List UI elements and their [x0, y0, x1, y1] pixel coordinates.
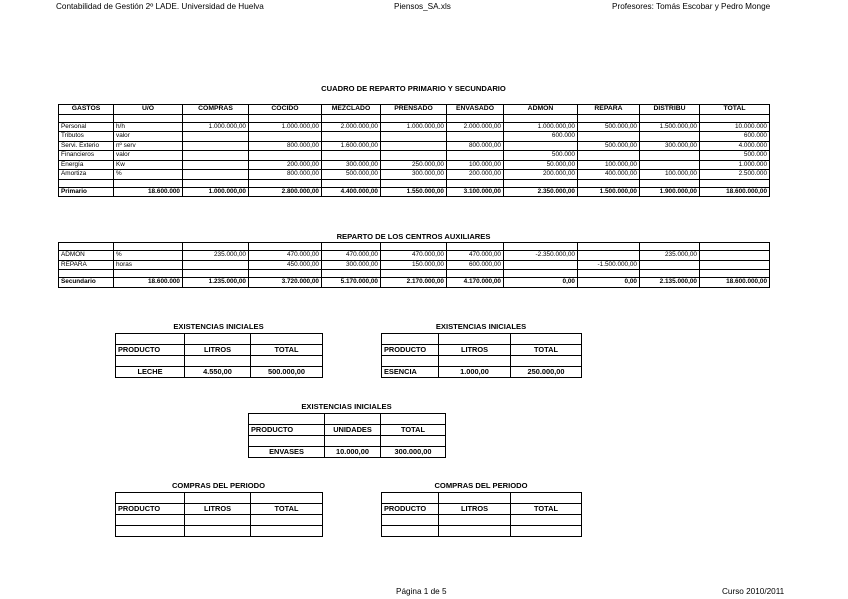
table-cell: 2.135.000,00: [640, 278, 700, 288]
table-cell: 500.000,00: [322, 170, 381, 180]
table-cell: 500.000,00: [578, 122, 640, 132]
table-cell: [640, 132, 700, 142]
table-row: [59, 151, 770, 161]
table-cell: 500.000,00: [578, 141, 640, 151]
table-cell: [59, 179, 114, 187]
table-cell: 1.550.000,00: [381, 187, 447, 197]
table-cell: [439, 526, 511, 537]
table-cell: 3.100.000,00: [447, 187, 504, 197]
table-row: [382, 367, 582, 378]
total-row: [59, 278, 770, 288]
table-cell: [504, 260, 578, 270]
table-cell: [382, 493, 439, 504]
table-cell: [59, 114, 114, 122]
inventory-milk-table: [115, 333, 323, 378]
spacer-row: [249, 436, 446, 447]
table-cell: [511, 334, 582, 345]
table-cell: 0,00: [578, 278, 640, 288]
table-cell: 450.000,00: [249, 260, 322, 270]
spacer-row: [116, 515, 323, 526]
table-cell: [381, 436, 446, 447]
table-cell: 500.000: [504, 151, 578, 161]
table-cell: [116, 515, 185, 526]
table-cell: [447, 179, 504, 187]
spacer-row: [116, 356, 323, 367]
table-cell: Amortiza: [59, 170, 114, 180]
table-cell: 1.500.000,00: [640, 122, 700, 132]
table-cell: [578, 114, 640, 122]
table-cell: [381, 132, 447, 142]
table-cell: 2.170.000,00: [381, 278, 447, 288]
table-cell: [447, 270, 504, 278]
table-cell: [183, 260, 249, 270]
table-cell: 18.600.000: [114, 278, 183, 288]
table-cell: [511, 356, 582, 367]
table-cell: [249, 151, 322, 161]
table-cell: 250.000,00: [381, 160, 447, 170]
spacer-row: [59, 270, 770, 278]
table-cell: [504, 179, 578, 187]
table-cell: TOTAL: [511, 345, 582, 356]
table-cell: 3.720.000,00: [249, 278, 322, 288]
inventory-packaging-title: EXISTENCIAS INICIALES: [301, 402, 392, 411]
table-cell: 800.000,00: [249, 170, 322, 180]
purchases-right-title: COMPRAS DEL PERIODO: [434, 481, 528, 490]
table-cell: 1.000,00: [439, 367, 511, 378]
table-cell: 300.000,00: [322, 160, 381, 170]
primary-title: CUADRO DE REPARTO PRIMARIO Y SECUNDARIO: [321, 84, 506, 93]
table-cell: DISTRIBU: [640, 105, 700, 115]
table-cell: Kw: [114, 160, 183, 170]
table-cell: REPARA: [578, 105, 640, 115]
table-cell: 18.600.000: [114, 187, 183, 197]
header-right: Profesores: Tomás Escobar y Pedro Monge: [612, 2, 771, 11]
table-row: [249, 447, 446, 458]
table-cell: 300.000,00: [381, 447, 446, 458]
table-cell: 2.000.000,00: [447, 122, 504, 132]
table-cell: PRODUCTO: [382, 504, 439, 515]
table-cell: 18.600.000,00: [700, 278, 770, 288]
table-cell: TOTAL: [511, 504, 582, 515]
table-cell: 400.000,00: [578, 170, 640, 180]
table-cell: valor: [114, 151, 183, 161]
table-cell: -2.350.000,00: [504, 251, 578, 261]
purchases-left-table: [115, 492, 323, 537]
table-cell: [322, 243, 381, 251]
table-cell: 100.000,00: [447, 160, 504, 170]
table-cell: [322, 114, 381, 122]
table-cell: 4.400.000,00: [322, 187, 381, 197]
table-cell: Energía: [59, 160, 114, 170]
table-cell: 1.000.000,00: [183, 187, 249, 197]
table-cell: [185, 493, 251, 504]
table-cell: horas: [114, 260, 183, 270]
table-cell: 1.000.000,00: [504, 122, 578, 132]
table-cell: 2.500.000: [700, 170, 770, 180]
table-cell: [381, 243, 447, 251]
table-cell: [59, 243, 114, 251]
table-cell: [640, 151, 700, 161]
table-cell: [381, 179, 447, 187]
table-cell: [439, 356, 511, 367]
table-cell: LITROS: [439, 504, 511, 515]
table-cell: -1.500.000,00: [578, 260, 640, 270]
table-cell: [251, 515, 323, 526]
table-cell: 250.000,00: [511, 367, 582, 378]
table-cell: [447, 243, 504, 251]
table-cell: PRODUCTO: [116, 504, 185, 515]
header-row: [249, 425, 446, 436]
spacer-row: [59, 179, 770, 187]
header-row: [382, 345, 582, 356]
table-cell: [381, 114, 447, 122]
table-cell: [381, 151, 447, 161]
spacer-row: [382, 356, 582, 367]
table-cell: [116, 493, 185, 504]
table-cell: MEZCLADO: [322, 105, 381, 115]
table-cell: 470.000,00: [381, 251, 447, 261]
table-cell: ESENCIA: [382, 367, 439, 378]
table-cell: [249, 414, 325, 425]
table-cell: 5.170.000,00: [322, 278, 381, 288]
table-cell: [116, 356, 185, 367]
table-cell: COCIDO: [249, 105, 322, 115]
auxiliary-title: REPARTO DE LOS CENTROS AUXILIARES: [336, 232, 491, 241]
inventory-packaging-table: [248, 413, 446, 458]
table-cell: [504, 270, 578, 278]
table-cell: [700, 243, 770, 251]
table-cell: 150.000,00: [381, 260, 447, 270]
table-cell: [249, 243, 322, 251]
table-cell: 300.000,00: [640, 141, 700, 151]
inventory-milk-title: EXISTENCIAS INICIALES: [173, 322, 264, 331]
table-cell: [185, 356, 251, 367]
table-cell: 600.000,00: [447, 260, 504, 270]
table-cell: 470.000,00: [322, 251, 381, 261]
table-cell: [382, 334, 439, 345]
inventory-essence-table: [381, 333, 582, 378]
header-row: [59, 105, 770, 115]
table-cell: TOTAL: [251, 504, 323, 515]
table-cell: 4.000.000: [700, 141, 770, 151]
table-cell: [183, 170, 249, 180]
table-cell: [59, 270, 114, 278]
table-cell: 300.000,00: [322, 260, 381, 270]
table-cell: [511, 526, 582, 537]
table-cell: [381, 141, 447, 151]
spacer-row: [116, 334, 323, 345]
spacer-row: [59, 243, 770, 251]
table-cell: 10.000.000: [700, 122, 770, 132]
table-cell: 1.900.000,00: [640, 187, 700, 197]
table-cell: 1.000.000,00: [381, 122, 447, 132]
header-center: Piensos_SA.xls: [394, 2, 451, 11]
table-row: [59, 160, 770, 170]
table-cell: TOTAL: [381, 425, 446, 436]
table-cell: 1.000.000,00: [249, 122, 322, 132]
table-cell: [114, 243, 183, 251]
table-cell: [381, 270, 447, 278]
table-cell: 470.000,00: [249, 251, 322, 261]
table-cell: 1.600.000,00: [322, 141, 381, 151]
table-cell: COMPRAS: [183, 105, 249, 115]
table-cell: [382, 356, 439, 367]
table-cell: 2.800.000,00: [249, 187, 322, 197]
table-cell: [322, 270, 381, 278]
table-cell: [640, 243, 700, 251]
table-cell: 200.000,00: [447, 170, 504, 180]
table-cell: 100.000,00: [578, 160, 640, 170]
table-row: [59, 170, 770, 180]
table-cell: [249, 132, 322, 142]
table-row: [59, 260, 770, 270]
header-row: [116, 345, 323, 356]
table-cell: [322, 132, 381, 142]
table-cell: [578, 270, 640, 278]
table-row: [116, 367, 323, 378]
table-cell: 50.000,00: [504, 160, 578, 170]
table-cell: REPARA: [59, 260, 114, 270]
table-cell: [700, 270, 770, 278]
table-cell: h/h: [114, 122, 183, 132]
table-cell: [322, 179, 381, 187]
header-row: [382, 504, 582, 515]
table-cell: [114, 270, 183, 278]
table-cell: [114, 114, 183, 122]
table-cell: [640, 260, 700, 270]
table-cell: [439, 334, 511, 345]
table-cell: PRODUCTO: [249, 425, 325, 436]
table-cell: [700, 114, 770, 122]
table-cell: [578, 243, 640, 251]
spacer-row: [382, 526, 582, 537]
table-cell: [185, 515, 251, 526]
spacer-row: [382, 515, 582, 526]
table-cell: LECHE: [116, 367, 185, 378]
table-cell: %: [114, 170, 183, 180]
table-cell: [447, 151, 504, 161]
table-cell: 200.000,00: [504, 170, 578, 180]
table-cell: [249, 179, 322, 187]
table-cell: 1.000.000,00: [183, 122, 249, 132]
table-cell: 500.000: [700, 151, 770, 161]
table-cell: [504, 114, 578, 122]
table-cell: GASTOS: [59, 105, 114, 115]
table-cell: 600.000: [504, 132, 578, 142]
table-cell: [251, 493, 323, 504]
total-row: [59, 187, 770, 197]
table-cell: 1.000.000: [700, 160, 770, 170]
table-cell: 2.000.000,00: [322, 122, 381, 132]
table-cell: [578, 179, 640, 187]
table-cell: [251, 356, 323, 367]
table-cell: [183, 141, 249, 151]
spacer-row: [59, 114, 770, 122]
table-cell: [183, 132, 249, 142]
table-row: [59, 251, 770, 261]
table-cell: LITROS: [185, 345, 251, 356]
table-cell: [504, 243, 578, 251]
table-cell: [578, 132, 640, 142]
table-cell: [325, 436, 381, 447]
table-cell: 235.000,00: [640, 251, 700, 261]
inventory-essence-title: EXISTENCIAS INICIALES: [435, 322, 527, 331]
table-cell: [325, 414, 381, 425]
table-cell: Financieros: [59, 151, 114, 161]
table-cell: [183, 151, 249, 161]
table-cell: PRODUCTO: [116, 345, 185, 356]
footer-course: Curso 2010/2011: [722, 587, 785, 596]
table-cell: PRODUCTO: [382, 345, 439, 356]
table-cell: [381, 414, 446, 425]
table-cell: 10.000,00: [325, 447, 381, 458]
table-cell: [382, 526, 439, 537]
table-cell: [249, 436, 325, 447]
table-cell: [185, 334, 251, 345]
purchases-left-title: COMPRAS DEL PERIODO: [171, 481, 266, 490]
table-cell: 18.600.000,00: [700, 187, 770, 197]
table-cell: valor: [114, 132, 183, 142]
header-left: Contabilidad de Gestión 2º LADE. Universidad de Huelva: [56, 2, 264, 11]
spacer-row: [116, 526, 323, 537]
table-cell: 1.500.000,00: [578, 187, 640, 197]
primary-table: [58, 104, 770, 197]
table-cell: [504, 141, 578, 151]
table-cell: [439, 515, 511, 526]
table-cell: [116, 526, 185, 537]
table-cell: TOTAL: [700, 105, 770, 115]
table-cell: 0,00: [504, 278, 578, 288]
table-cell: [382, 515, 439, 526]
table-cell: 235.000,00: [183, 251, 249, 261]
table-cell: Personal: [59, 122, 114, 132]
table-cell: [640, 179, 700, 187]
table-cell: [640, 270, 700, 278]
table-cell: 1.235.000,00: [183, 278, 249, 288]
table-cell: Tributos: [59, 132, 114, 142]
table-cell: Servi. Exterio: [59, 141, 114, 151]
table-cell: 600.000: [700, 132, 770, 142]
table-cell: Secundario: [59, 278, 114, 288]
table-cell: 300.000,00: [381, 170, 447, 180]
table-cell: [640, 114, 700, 122]
table-cell: 4.170.000,00: [447, 278, 504, 288]
purchases-right-table: [381, 492, 582, 537]
table-cell: 500.000,00: [251, 367, 323, 378]
table-cell: UNIDADES: [325, 425, 381, 436]
table-cell: %: [114, 251, 183, 261]
table-cell: [511, 515, 582, 526]
table-cell: [251, 334, 323, 345]
auxiliary-table: [58, 242, 770, 288]
table-cell: [578, 251, 640, 261]
table-cell: [183, 160, 249, 170]
spacer-row: [116, 493, 323, 504]
table-cell: [183, 179, 249, 187]
table-cell: nº serv: [114, 141, 183, 151]
spacer-row: [382, 493, 582, 504]
table-cell: [114, 179, 183, 187]
table-cell: 800.000,00: [249, 141, 322, 151]
table-row: [59, 132, 770, 142]
table-cell: 200.000,00: [249, 160, 322, 170]
table-cell: [322, 151, 381, 161]
table-cell: [447, 114, 504, 122]
table-cell: [251, 526, 323, 537]
table-cell: 2.350.000,00: [504, 187, 578, 197]
table-cell: ENVASADO: [447, 105, 504, 115]
table-cell: 4.550,00: [185, 367, 251, 378]
table-cell: ENVASES: [249, 447, 325, 458]
table-cell: [249, 270, 322, 278]
table-cell: TOTAL: [251, 345, 323, 356]
table-cell: [511, 493, 582, 504]
table-cell: [700, 260, 770, 270]
spacer-row: [249, 414, 446, 425]
table-row: [59, 122, 770, 132]
table-cell: 470.000,00: [447, 251, 504, 261]
table-cell: [700, 251, 770, 261]
table-cell: ADMÓN: [504, 105, 578, 115]
table-cell: [249, 114, 322, 122]
table-cell: [578, 151, 640, 161]
header-row: [116, 504, 323, 515]
table-cell: 100.000,00: [640, 170, 700, 180]
table-cell: [183, 270, 249, 278]
table-cell: [183, 114, 249, 122]
table-cell: LITROS: [185, 504, 251, 515]
table-cell: 800.000,00: [447, 141, 504, 151]
table-row: [59, 141, 770, 151]
table-cell: PRENSADO: [381, 105, 447, 115]
table-cell: Primario: [59, 187, 114, 197]
footer-page: Página 1 de 5: [396, 587, 447, 596]
table-cell: ADMÓN: [59, 251, 114, 261]
table-cell: U/O: [114, 105, 183, 115]
table-cell: [700, 179, 770, 187]
table-cell: [116, 334, 185, 345]
table-cell: [447, 132, 504, 142]
table-cell: [185, 526, 251, 537]
table-cell: [640, 160, 700, 170]
table-cell: [439, 493, 511, 504]
table-cell: LITROS: [439, 345, 511, 356]
table-cell: [183, 243, 249, 251]
spacer-row: [382, 334, 582, 345]
